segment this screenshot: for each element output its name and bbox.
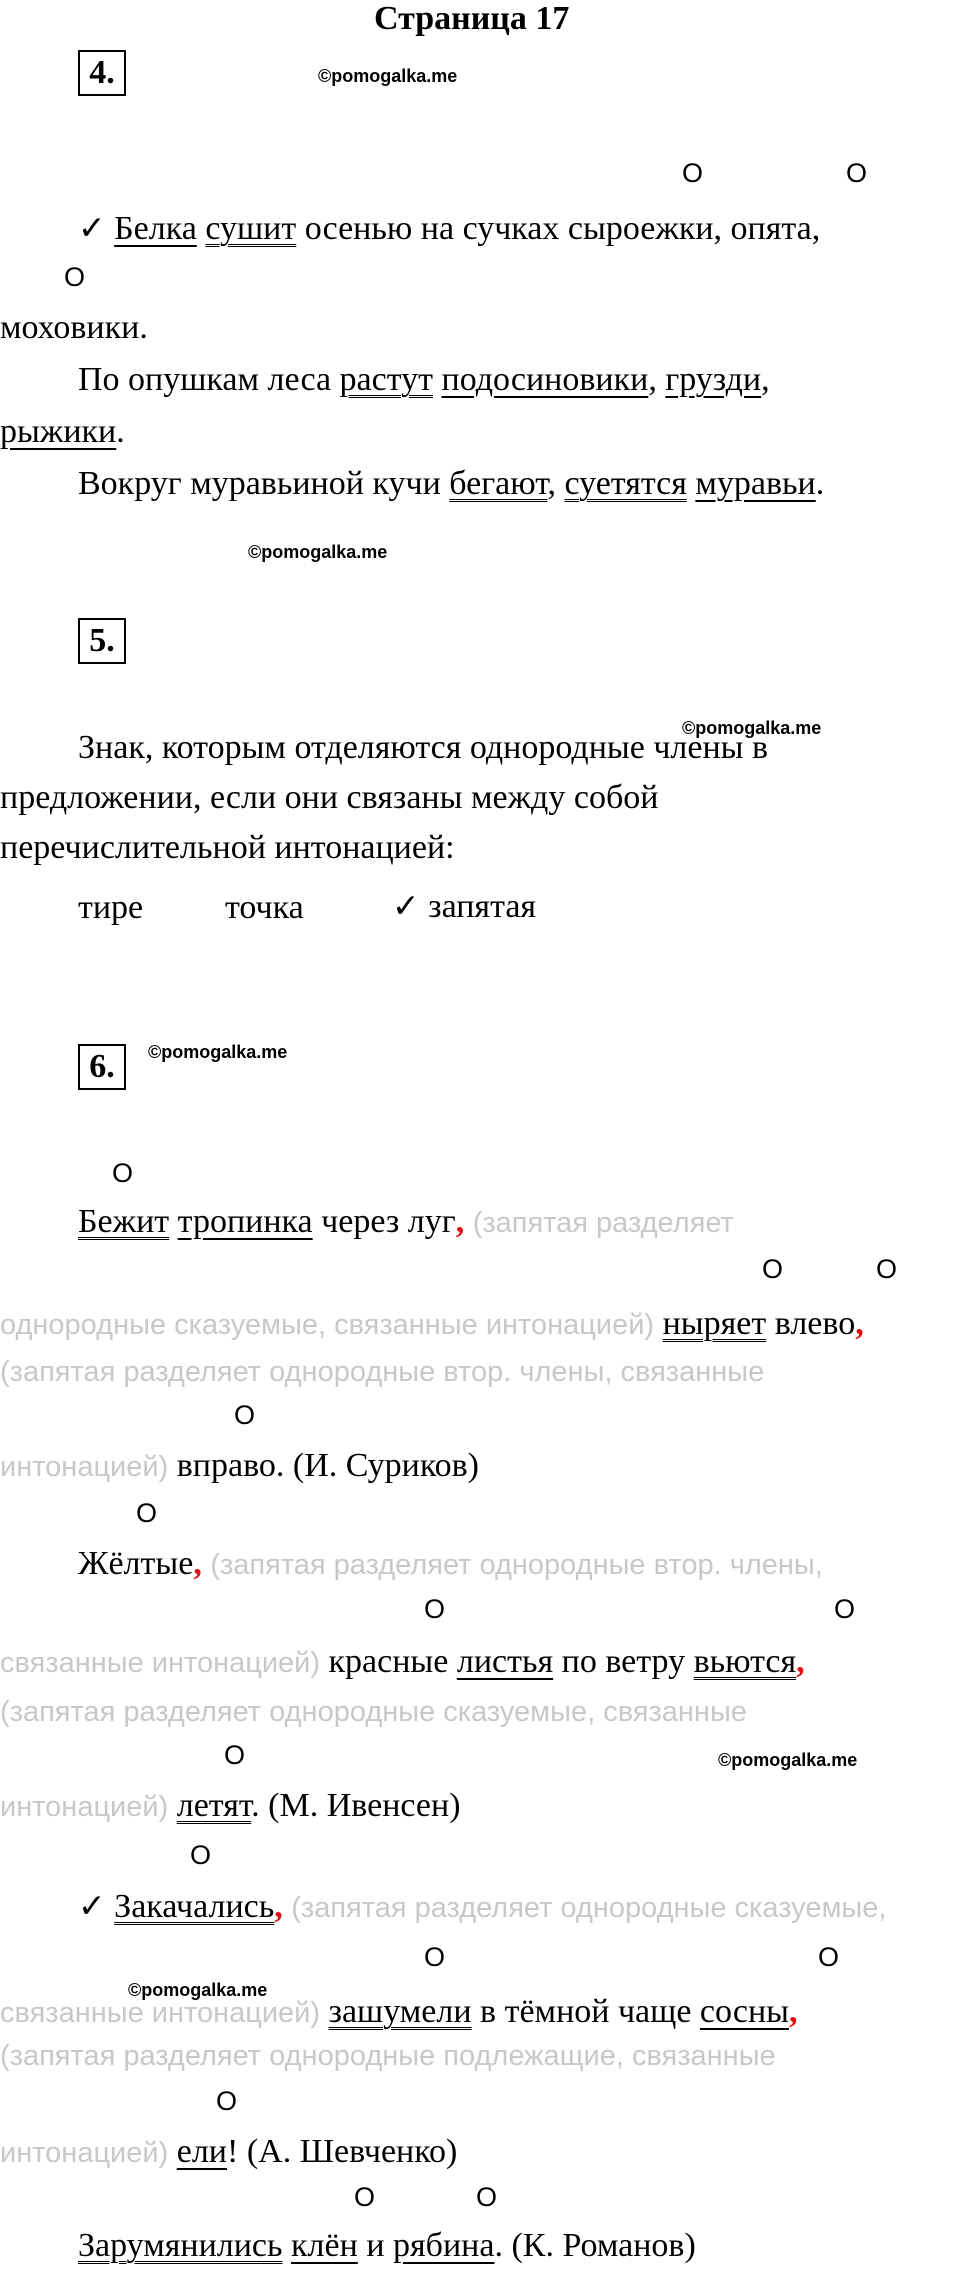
red-comma: , — [193, 1545, 202, 1582]
marker-o: О — [424, 1594, 446, 1624]
red-comma: , — [455, 1203, 465, 1240]
s3-line2 — [0, 1992, 798, 2033]
predicate-word: сушит — [205, 210, 297, 247]
ex4-line2: моховики. — [0, 309, 148, 346]
s1-line2 — [0, 1304, 864, 1345]
watermark: ©pomogalka.me — [318, 66, 458, 86]
hint-text: интонацией) — [0, 1791, 169, 1823]
plain-text: через луг — [312, 1203, 456, 1240]
marker-o: О — [818, 1942, 840, 1972]
ex5-line3: перечислительной интонацией: — [0, 829, 455, 866]
subject-word: рябина — [393, 2227, 495, 2264]
ex5-line2: предложении, если они связаны между собой — [0, 779, 659, 816]
plain-text: ! (А. Шевченко) — [227, 2133, 458, 2170]
plain-text: красные — [320, 1643, 457, 1680]
marker-o: О — [762, 1254, 784, 1284]
predicate-word: ныряет — [662, 1305, 767, 1342]
s2-line4 — [0, 1786, 461, 1827]
comma: , — [547, 465, 557, 502]
predicate-word: растут — [339, 361, 433, 398]
plain-text: вправо. (И. Суриков) — [168, 1447, 479, 1484]
subject-word: клён — [291, 2227, 358, 2264]
subject-word: муравьи — [695, 465, 816, 502]
option-zapyataya — [392, 886, 536, 927]
predicate-word: летят — [176, 1787, 252, 1824]
s2-line2 — [0, 1642, 805, 1683]
option-tire: тире — [78, 889, 144, 926]
hint-text: однородные сказуемые, связанные интонацией) — [0, 1309, 655, 1341]
marker-o: О — [834, 1594, 856, 1624]
plain-text: . (К. Романов) — [494, 2227, 696, 2264]
s4-line1 — [78, 2226, 696, 2266]
exercise-6-number: 6. — [78, 1044, 126, 1090]
marker-o: О — [64, 262, 86, 292]
plain-text: по ветру — [553, 1643, 694, 1680]
predicate-word: Закачались — [114, 1888, 275, 1925]
plain-text: . (М. Ивенсен) — [251, 1787, 461, 1824]
predicate-word: вьются — [693, 1643, 797, 1680]
checkmark-icon: ✓ — [392, 886, 420, 925]
s1-line1 — [78, 1202, 734, 1243]
s3-line3: (запятая разделяет однородные подлежащие, связанные — [0, 2040, 776, 2072]
marker-o: О — [682, 158, 704, 188]
ex4-line4 — [0, 412, 125, 452]
subject-word: ели — [176, 2133, 228, 2170]
plain-text: Жёлтые — [78, 1545, 194, 1582]
s2-line3: (запятая разделяет однородные сказуемые, связанные — [0, 1696, 747, 1728]
marker-o: О — [354, 2182, 376, 2212]
marker-o: О — [136, 1498, 158, 1528]
plain-text: в тёмной чаще — [471, 1993, 700, 2030]
hint-text: (запятая разделяет однородные втор. члены, — [210, 1549, 823, 1581]
marker-o: О — [190, 1840, 212, 1870]
hint-text: (запятая разделяет однородные сказуемые, — [291, 1892, 887, 1924]
space — [169, 1203, 178, 1240]
ex4-line1 — [78, 208, 820, 249]
space — [556, 465, 565, 502]
red-comma: , — [274, 1888, 283, 1925]
marker-o: О — [846, 158, 868, 188]
hint-text: интонацией) — [0, 2137, 169, 2169]
marker-o: О — [224, 1740, 246, 1770]
hint-text: интонацией) — [0, 1451, 169, 1483]
watermark: ©pomogalka.me — [148, 1042, 288, 1062]
subject-word: Белка — [114, 210, 197, 247]
comma: , — [648, 361, 657, 398]
exercise-5-number: 5. — [78, 618, 126, 664]
watermark: ©pomogalka.me — [682, 718, 822, 738]
subject-word: сосны — [699, 1993, 789, 2030]
red-comma: , — [855, 1305, 864, 1342]
hint-text: связанные интонацией) — [0, 1997, 321, 2029]
marker-o: О — [476, 2182, 498, 2212]
marker-o: О — [112, 1158, 134, 1188]
predicate-word: Зарумянились — [78, 2227, 283, 2264]
subject-word: листья — [456, 1643, 554, 1680]
s2-line1 — [78, 1544, 823, 1585]
watermark: ©pomogalka.me — [248, 542, 388, 562]
period: . — [815, 465, 825, 502]
plain-text: осенью на сучках сыроежки, опята, — [296, 210, 821, 247]
marker-o: О — [876, 1254, 898, 1284]
plain-text: и — [357, 2227, 394, 2264]
plain-text: влево — [766, 1305, 856, 1342]
subject-word: подосиновики — [441, 361, 649, 398]
comma: , — [761, 361, 770, 398]
predicate-word: зашумели — [328, 1993, 472, 2030]
ex5-line1: Знак, которым отделяются однородные члены в — [78, 729, 769, 766]
s3-line4 — [0, 2132, 457, 2173]
watermark: ©pomogalka.me — [718, 1750, 858, 1770]
ex4-line3 — [78, 360, 770, 400]
predicate-word: бегают — [449, 465, 548, 502]
hint-text: (запятая разделяет — [472, 1207, 734, 1239]
option-label: запятая — [428, 888, 537, 925]
page-title: Страница 17 — [374, 0, 570, 37]
subject-word: тропинка — [177, 1203, 313, 1240]
option-tochka: точка — [225, 889, 304, 926]
plain-text: По опушкам леса — [78, 361, 340, 398]
s3-line1 — [78, 1886, 886, 1928]
subject-word: рыжики — [0, 413, 117, 450]
predicate-word: суетятся — [564, 465, 687, 502]
space — [283, 2227, 292, 2264]
predicate-word: Бежит — [78, 1203, 170, 1240]
period: . — [116, 413, 125, 450]
exercise-4-number: 4. — [78, 50, 126, 96]
plain-text: Вокруг муравьиной кучи — [78, 465, 450, 502]
watermark: ©pomogalka.me — [128, 1980, 268, 2000]
s1-line4 — [0, 1446, 479, 1487]
checkmark-icon: ✓ — [78, 1886, 106, 1925]
red-comma: , — [789, 1993, 798, 2030]
red-comma: , — [796, 1643, 805, 1680]
checkmark-icon: ✓ — [78, 208, 106, 247]
space — [433, 361, 442, 398]
marker-o: О — [424, 1942, 446, 1972]
marker-o: О — [216, 2086, 238, 2116]
marker-o: О — [234, 1400, 256, 1430]
s1-line3: (запятая разделяет однородные втор. члены, связанные — [0, 1356, 765, 1388]
ex4-line5 — [78, 464, 824, 504]
subject-word: грузди — [665, 361, 762, 398]
hint-text: связанные интонацией) — [0, 1647, 321, 1679]
